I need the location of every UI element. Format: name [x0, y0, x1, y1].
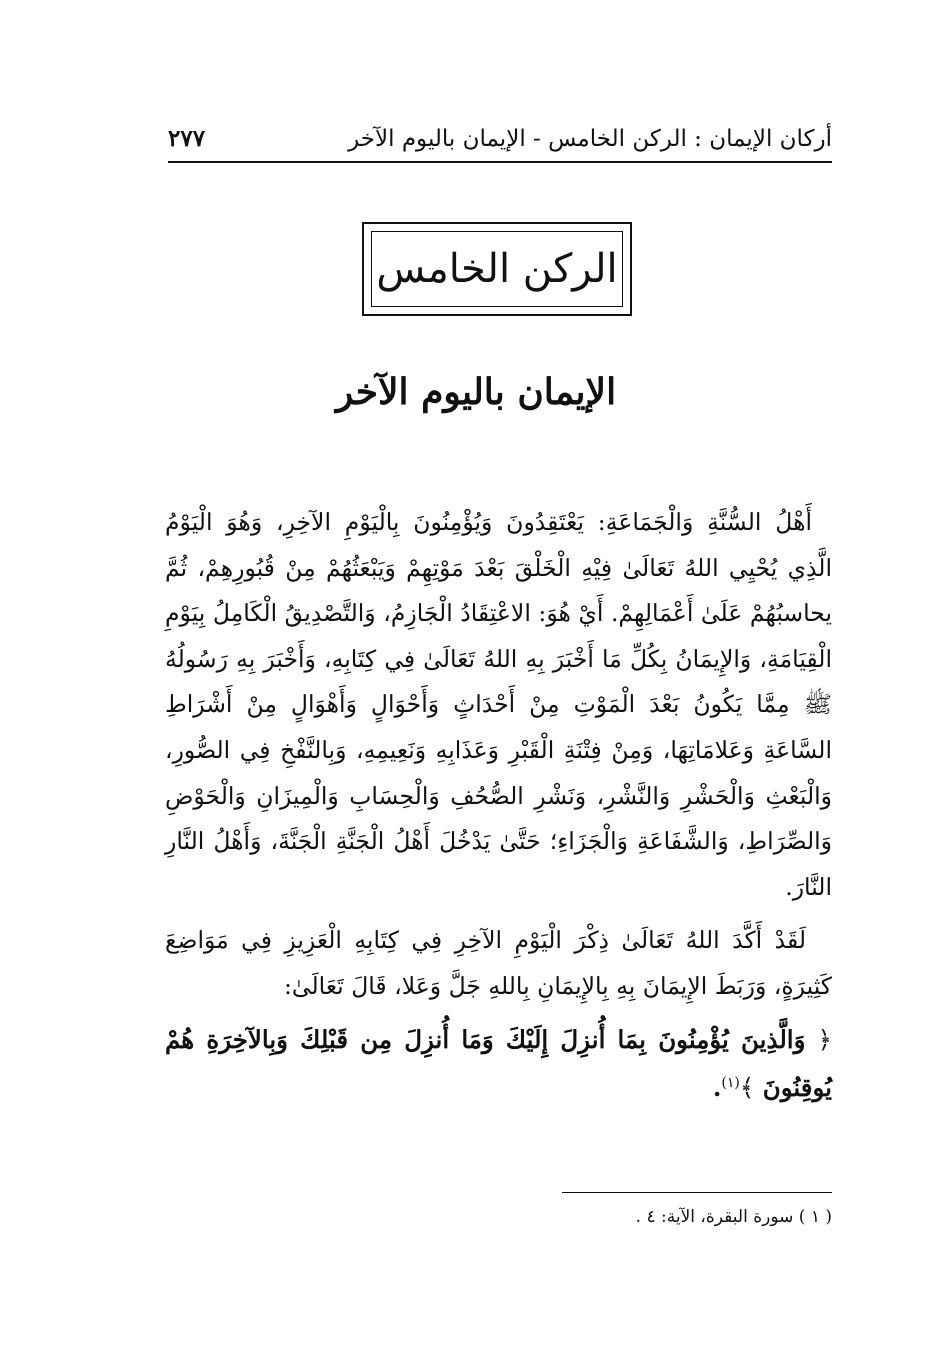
- chapter-title: الإيمان باليوم الآخر: [335, 371, 617, 413]
- section-title: الركن الخامس: [376, 246, 618, 292]
- section-title-frame: [362, 222, 632, 316]
- running-title: أركان الإيمان : الركن الخامس - الإيمان باليوم الآخر: [348, 126, 832, 152]
- page-number: ٢٧٧: [168, 125, 206, 152]
- body-text: [165, 500, 832, 1112]
- quran-verse: [165, 1016, 832, 1112]
- verse-text: وَالَّذِينَ يُؤْمِنُونَ بِمَا أُنزِلَ إِلَيْكَ وَمَا أُنزِلَ مِن قَبْلِكَ وَبِالآخِرَةِ هُمْ يُوقِنُونَ: [165, 1024, 832, 1102]
- paragraph: أَهْلُ السُّنَّةِ وَالْجَمَاعَةِ: يَعْتَقِدُونَ وَيُؤْمِنُونَ بِالْيَوْمِ الآخِرِ، وَهُوَ الْيَوْمُ الَّذِي يُحْيِي اللهُ تَعَالَىٰ فِيْهِ الْخَلْقَ بَعْدَ مَوْتِهِمْ وَيَبْعَثُهُمْ مِنْ قُبُورِهِمْ، ثُمَّ يحاسبُهُمْ عَلَىٰ أَعْمَالِهِمْ. أَيْ هُوَ: الاعْتِقَادُ الْجَازِمُ، وَالتَّصْدِيقُ الْكَامِلُ بِيَوْمِ الْقِيَامَةِ، وَالإِيمَانُ بِكُلِّ مَا أَخْبَرَ بِهِ اللهُ تَعَالَىٰ فِي كِتَابِهِ، وَأَخْبَرَ بِهِ رَسُولُهُ ﷺ مِمَّا يَكُونُ بَعْدَ الْمَوْتِ مِنْ أَحْدَاثٍ وَأَحْوَالٍ وَأَهْوَالٍ مِنْ أَشْرَاطِ السَّاعَةِ وَعَلامَاتِهَا، وَمِنْ فِتْنَةِ الْقَبْرِ وَعَذَابِهِ وَنَعِيمِهِ، وَبِالنَّفْخِ فِي الصُّورِ، وَالْبَعْثِ وَالْحَشْرِ وَالنَّشْرِ، وَنَشْرِ الصُّحُفِ وَالْحِسَابِ وَالْمِيزَانِ وَالْحَوْضِ وَالصِّرَاطِ، وَالشَّفَاعَةِ وَالْجَزَاءِ؛ حَتَّىٰ يَدْخُلَ أَهْلُ الْجَنَّةِ الْجَنَّةَ، وَأَهْلُ النَّارِ النَّارَ.: [165, 508, 832, 901]
- paragraph: لَقَدْ أَكَّدَ اللهُ تَعَالَىٰ ذِكْرَ الْيَوْمِ الآخِرِ فِي كِتَابِهِ الْعَزِيزِ فِي مَوَاضِعَ كَثِيرَةٍ، وَرَبَطَ الإِيمَانَ بِهِ بِالإِيمَانِ بِاللهِ جَلَّ وَعَلا، قَالَ تَعَالَىٰ:: [165, 926, 832, 1000]
- verse-open-bracket: ﴿: [817, 1024, 832, 1054]
- footnote-rule: [562, 1192, 832, 1193]
- footnote: ( ١ ) سورة البقرة، الآية: ٤ .: [635, 1207, 832, 1227]
- verse-end-mark: .: [712, 1072, 722, 1102]
- footnote-reference: (١): [721, 1074, 740, 1091]
- header-rule: [168, 161, 832, 163]
- section-title-inner-frame: [371, 231, 623, 307]
- verse-close-bracket: ﴾: [739, 1072, 755, 1102]
- running-header: [168, 122, 832, 158]
